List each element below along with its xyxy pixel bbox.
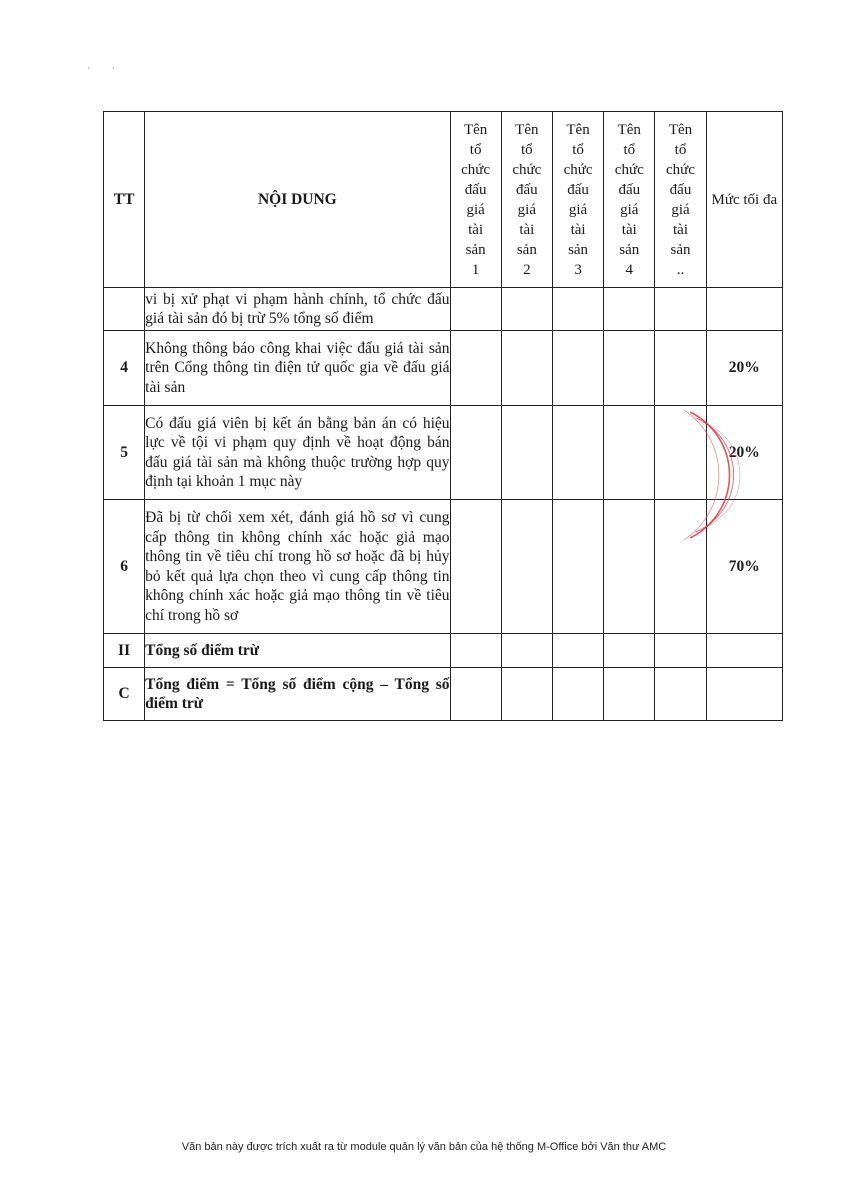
score-cell	[450, 288, 501, 331]
score-cell	[501, 668, 552, 721]
score-cell	[604, 634, 655, 668]
row-content: Không thông báo công khai việc đấu giá tài sản trên Cổng thông tin điện tử quốc gia về đấu giá tài sản	[145, 331, 450, 406]
criteria-table	[103, 111, 783, 721]
table-row	[104, 634, 783, 668]
score-cell	[604, 668, 655, 721]
score-cell	[552, 500, 603, 634]
score-cell	[501, 331, 552, 406]
header-content: NỘI DUNG	[145, 112, 450, 288]
score-cell	[604, 500, 655, 634]
table-row	[104, 406, 783, 500]
header-max: Mức tối đa	[706, 112, 782, 288]
score-cell	[501, 500, 552, 634]
header-org-more: Tên tổ chức đấu giá tài sản ..	[655, 112, 706, 288]
row-tt	[104, 288, 145, 331]
table-row	[104, 331, 783, 406]
table-row	[104, 668, 783, 721]
score-cell	[655, 406, 706, 500]
score-cell	[501, 406, 552, 500]
score-cell	[655, 288, 706, 331]
row-content: vi bị xử phạt vi phạm hành chính, tổ chức đấu giá tài sản đó bị trừ 5% tổng số điểm	[145, 288, 450, 331]
score-cell	[655, 668, 706, 721]
row-max	[706, 634, 782, 668]
row-content: Tổng số điểm trừ	[145, 634, 450, 668]
table-row	[104, 288, 783, 331]
score-cell	[552, 634, 603, 668]
row-max: 20%	[706, 331, 782, 406]
table-row	[104, 500, 783, 634]
header-org-1: Tên tổ chức đấu giá tài sản 1	[450, 112, 501, 288]
score-cell	[552, 288, 603, 331]
table-header-row	[104, 112, 783, 288]
score-cell	[655, 331, 706, 406]
scan-marks: ' '	[88, 66, 125, 77]
score-cell	[450, 634, 501, 668]
row-tt: C	[104, 668, 145, 721]
score-cell	[552, 331, 603, 406]
row-max	[706, 668, 782, 721]
score-cell	[655, 634, 706, 668]
score-cell	[450, 331, 501, 406]
row-max: 70%	[706, 500, 782, 634]
score-cell	[501, 288, 552, 331]
score-cell	[450, 500, 501, 634]
score-cell	[604, 331, 655, 406]
row-max: 20%	[706, 406, 782, 500]
score-cell	[552, 406, 603, 500]
row-tt: 5	[104, 406, 145, 500]
row-tt: 4	[104, 331, 145, 406]
score-cell	[655, 500, 706, 634]
row-max	[706, 288, 782, 331]
header-org-4: Tên tổ chức đấu giá tài sản 4	[604, 112, 655, 288]
score-cell	[450, 406, 501, 500]
footer-note: Văn bản này được trích xuất ra từ module quản lý văn bản của hệ thống M-Office bởi Văn thư AMC	[181, 1141, 667, 1153]
score-cell	[552, 668, 603, 721]
score-cell	[450, 668, 501, 721]
header-org-3: Tên tổ chức đấu giá tài sản 3	[552, 112, 603, 288]
score-cell	[604, 406, 655, 500]
score-cell	[501, 634, 552, 668]
header-org-2: Tên tổ chức đấu giá tài sản 2	[501, 112, 552, 288]
row-content: Có đấu giá viên bị kết án bằng bản án có hiệu lực về tội vi phạm quy định về hoạt động bán đấu giá tài sản mà không thuộc trường hợp quy định tại khoản 1 mục này	[145, 406, 450, 500]
header-tt: TT	[104, 112, 145, 288]
row-tt: II	[104, 634, 145, 668]
row-content: Đã bị từ chối xem xét, đánh giá hồ sơ vì cung cấp thông tin không chính xác hoặc giả mạo thông tin về tiêu chí trong hồ sơ hoặc đã bị hủy bỏ kết quả lựa chọn theo vì cung cấp thông tin không chính xác hoặc giả mạo thông tin về tiêu chí trong hồ sơ	[145, 500, 450, 634]
score-cell	[604, 288, 655, 331]
row-content: Tổng điểm = Tổng số điểm cộng – Tổng số điểm trừ	[145, 668, 450, 721]
row-tt: 6	[104, 500, 145, 634]
